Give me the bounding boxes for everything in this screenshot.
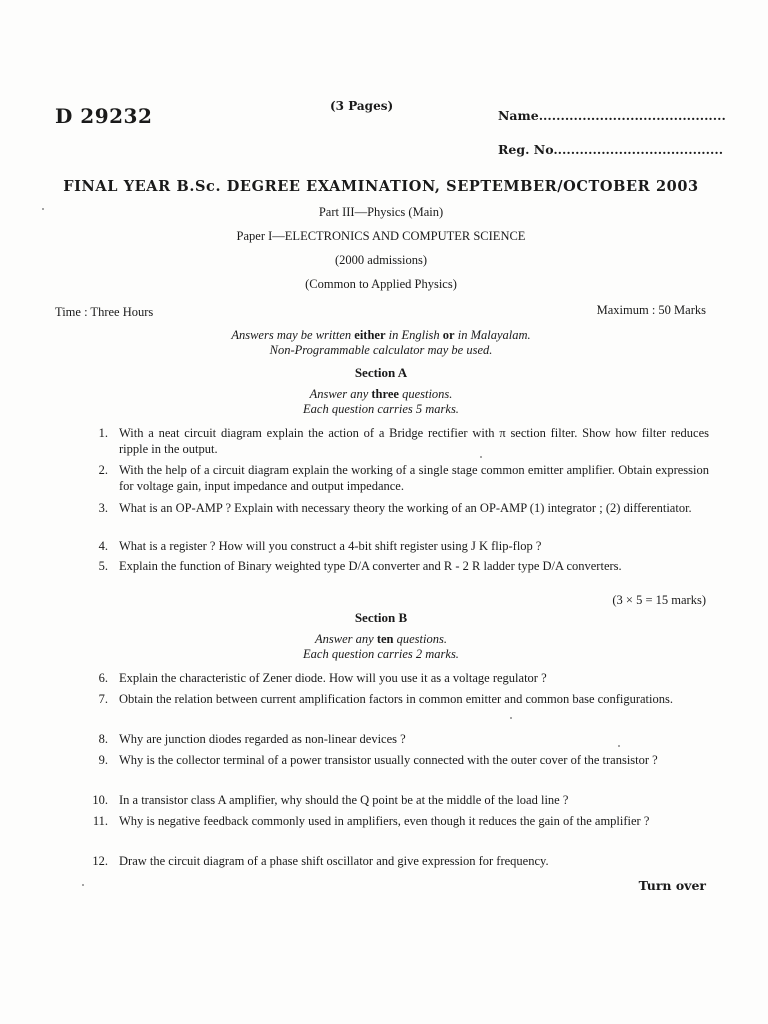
- question-text: In a transistor class A amplifier, why should the Q point be at the middle of the load line ?: [119, 793, 569, 807]
- language-instruction: [0, 328, 762, 343]
- instr-either: either: [354, 328, 386, 342]
- instr-count: three: [371, 387, 399, 401]
- scan-speck: [618, 745, 620, 747]
- question-item: [84, 792, 709, 808]
- time-label: Time : Three Hours: [55, 305, 154, 319]
- section-a-instruction: [0, 387, 762, 402]
- name-field: Name...........................................: [498, 108, 726, 123]
- question-text: Why is the collector terminal of a power transistor usually connected with the outer cover of the transistor ?: [119, 753, 658, 767]
- question-text: What is an OP-AMP ? Explain with necessary theory the working of an OP-AMP (1) integrator ; (2) differentiator.: [119, 501, 692, 515]
- question-text: Obtain the relation between current amplification factors in common emitter and common base configurations.: [119, 692, 673, 706]
- scan-speck: [510, 717, 512, 719]
- question-number: 3.: [98, 501, 108, 515]
- question-text: Draw the circuit diagram of a phase shift oscillator and give expression for frequency.: [119, 854, 549, 868]
- instr-part: in English: [385, 328, 443, 342]
- question-number: 7.: [98, 692, 108, 706]
- question-text: Explain the function of Binary weighted type D/A converter and R - 2 R ladder type D/A converters.: [119, 559, 622, 573]
- question-number: 9.: [98, 753, 108, 767]
- question-item: [84, 752, 709, 768]
- question-number: 1.: [98, 426, 108, 440]
- question-text: Why are junction diodes regarded as non-linear devices ?: [119, 732, 406, 746]
- instr-part: questions.: [398, 387, 453, 401]
- paper-line: Paper I—ELECTRONICS AND COMPUTER SCIENCE: [236, 229, 526, 243]
- question-item: [84, 691, 709, 707]
- question-number: 6.: [98, 671, 108, 685]
- question-number: 12.: [92, 854, 108, 868]
- question-text: Explain the characteristic of Zener diode. How will you use it as a voltage regulator ?: [119, 671, 547, 685]
- question-number: 8.: [98, 732, 108, 746]
- instr-part: in Malayalam.: [454, 328, 531, 342]
- question-text: Why is negative feedback commonly used in amplifiers, even though it reduces the gain of the amplifier ?: [119, 814, 650, 828]
- question-item: [84, 425, 709, 457]
- max-marks-label: Maximum : 50 Marks: [596, 303, 706, 317]
- section-a-heading: Section A: [354, 365, 408, 380]
- admissions-line: (2000 admissions): [334, 253, 427, 267]
- question-number: 4.: [98, 539, 108, 553]
- common-line: (Common to Applied Physics): [305, 277, 457, 291]
- question-number: 5.: [98, 559, 108, 573]
- section-b-heading: Section B: [354, 610, 408, 625]
- question-item: [84, 500, 709, 516]
- question-number: 10.: [92, 793, 108, 807]
- part-line: Part III—Physics (Main): [318, 205, 444, 219]
- section-b-carries: Each question carries 2 marks.: [303, 647, 459, 661]
- question-text: With the help of a circuit diagram explain the working of a single stage common emitter amplifier. Obtain expression for voltage gain, input impedance and output impedance.: [119, 463, 709, 493]
- scan-speck: [42, 208, 44, 210]
- instr-part: Answer any: [309, 387, 372, 401]
- question-item: [84, 853, 709, 869]
- turn-over-label: Turn over: [638, 878, 706, 893]
- question-item: [84, 731, 709, 747]
- instr-part: Answers may be written: [231, 328, 355, 342]
- question-item: [84, 670, 709, 686]
- scan-speck: [82, 884, 84, 886]
- section-a-carries: Each question carries 5 marks.: [303, 402, 459, 416]
- section-a-marks-note: (3 × 5 = 15 marks): [612, 593, 706, 607]
- instr-or: or: [442, 328, 455, 342]
- scan-speck: [480, 456, 482, 458]
- reg-no-field: Reg. No.......................................: [498, 142, 724, 157]
- question-item: [84, 558, 709, 574]
- question-number: 11.: [92, 814, 108, 828]
- exam-title: FINAL YEAR B.Sc. DEGREE EXAMINATION, SEPTEMBER/OCTOBER 2003: [63, 178, 699, 195]
- calculator-instruction: Non-Programmable calculator may be used.: [269, 343, 493, 357]
- instr-count: ten: [376, 632, 394, 646]
- question-item: [84, 538, 709, 554]
- question-item: [84, 462, 709, 494]
- instr-part: questions.: [393, 632, 447, 646]
- page-count: (3 Pages): [330, 99, 394, 113]
- section-b-instruction: [0, 632, 762, 647]
- question-text: What is a register ? How will you construct a 4-bit shift register using J K flip-flop ?: [119, 539, 542, 553]
- instr-part: Answer any: [315, 632, 377, 646]
- question-item: [84, 813, 709, 829]
- exam-code: D 29232: [55, 104, 153, 128]
- question-number: 2.: [98, 463, 108, 477]
- question-text: With a neat circuit diagram explain the action of a Bridge rectifier with π section filter. Show how filter reduces ripple in the output.: [119, 426, 709, 456]
